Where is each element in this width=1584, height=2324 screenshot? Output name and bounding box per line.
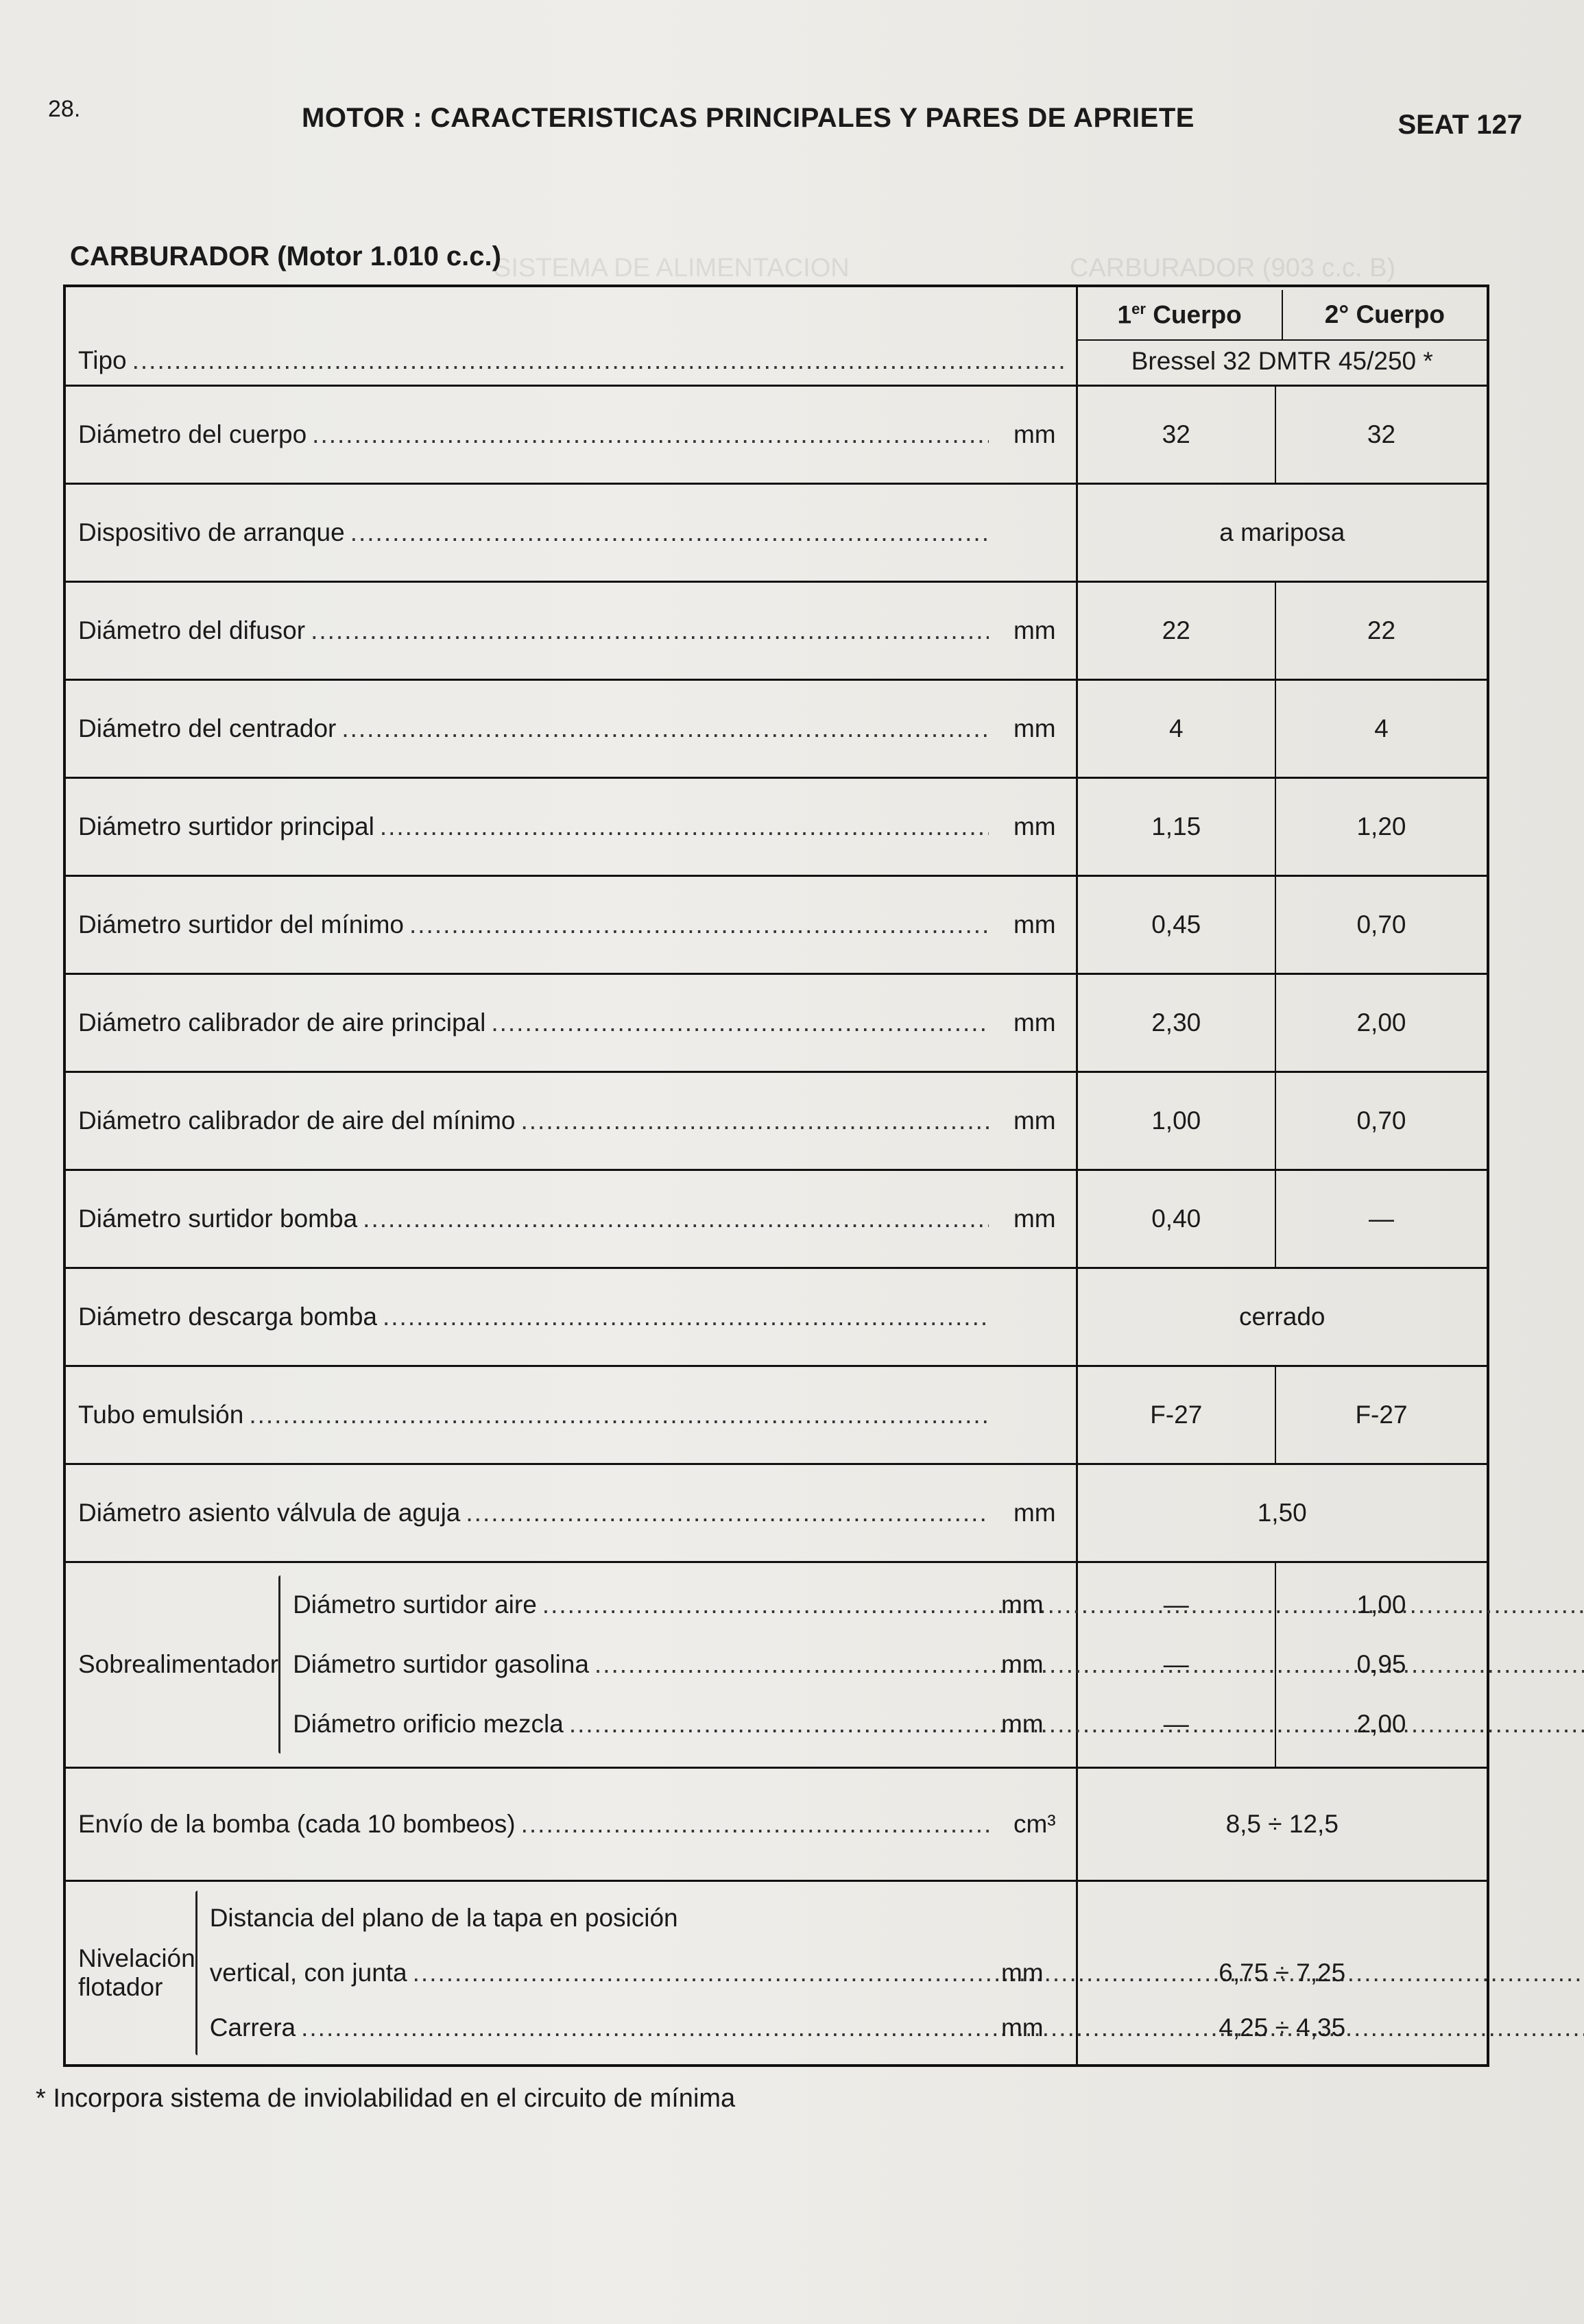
row-unit: mm <box>1001 973 1077 1072</box>
row-unit <box>1001 1268 1077 1366</box>
table-row <box>64 1464 1488 1562</box>
brand-label: SEAT 127 <box>1397 110 1522 140</box>
sub-label: vertical, con junta <box>209 1958 407 1987</box>
row-unit: mm <box>1001 581 1077 679</box>
value-first: 0,45 <box>1077 875 1275 973</box>
sub-unit: mm <box>1000 1590 1044 1619</box>
row-unit: mm <box>1001 1464 1077 1562</box>
brace-bracket <box>278 1575 280 1754</box>
row-unit: mm <box>1001 385 1077 483</box>
row-label: Diámetro calibrador de aire principal <box>78 1008 486 1037</box>
sub-label: Diámetro orificio mezcla <box>293 1709 564 1738</box>
value-second: F-27 <box>1275 1366 1488 1464</box>
value-second: — <box>1275 1170 1488 1268</box>
value-first: 22 <box>1077 581 1275 679</box>
page-header <box>41 96 1522 151</box>
value-second: 2,00 <box>1275 973 1488 1072</box>
value-second: 2,00 <box>1356 1709 1406 1738</box>
brace-bracket <box>195 1891 197 2055</box>
row-unit: mm <box>1001 679 1077 777</box>
value-second: 22 <box>1275 581 1488 679</box>
section-title: CARBURADOR (Motor 1.010 c.c.) <box>70 241 501 271</box>
value-first: 1,00 <box>1077 1072 1275 1170</box>
value-first: — <box>1163 1590 1189 1619</box>
row-label: Dispositivo de arranque <box>78 518 345 546</box>
value-first: — <box>1163 1709 1189 1738</box>
value-first: — <box>1163 1649 1189 1678</box>
table-row <box>64 1170 1488 1268</box>
value-second: 0,95 <box>1356 1649 1406 1678</box>
value-shared: 1,50 <box>1077 1464 1488 1562</box>
row-label: Envío de la bomba (cada 10 bombeos) <box>78 1809 516 1838</box>
sub-unit: mm <box>1000 2013 1044 2042</box>
spec-table-wrapper <box>63 285 1489 2060</box>
value-shared: 6,75 ÷ 7,25 <box>1219 1958 1346 1987</box>
value-second: 0,70 <box>1275 875 1488 973</box>
value-first: 4 <box>1077 679 1275 777</box>
table-row <box>64 875 1488 973</box>
row-unit: cm³ <box>1001 1767 1077 1880</box>
value-shared: 8,5 ÷ 12,5 <box>1077 1767 1488 1880</box>
sub-unit: mm <box>1000 1958 1044 1987</box>
table-row-envio <box>64 1767 1488 1880</box>
carburetor-spec-table <box>63 285 1489 2067</box>
value-shared: cerrado <box>1077 1268 1488 1366</box>
value-first: 0,40 <box>1077 1170 1275 1268</box>
table-row <box>64 1366 1488 1464</box>
value-shared: a mariposa <box>1077 483 1488 581</box>
value-first: 1,15 <box>1077 777 1275 875</box>
table-row <box>64 1268 1488 1366</box>
row-label: Diámetro del centrador <box>78 714 337 742</box>
column-header-second: 2° Cuerpo <box>1324 300 1445 328</box>
row-unit: mm <box>1001 1170 1077 1268</box>
table-row <box>64 1072 1488 1170</box>
bleed-through: CARBURADOR (903 c.c. B) <box>1070 254 1396 282</box>
table-row-tipo <box>64 286 1488 385</box>
row-unit: mm <box>1001 777 1077 875</box>
value-second: 1,20 <box>1275 777 1488 875</box>
row-label: Diámetro del cuerpo <box>78 420 307 448</box>
sub-unit: mm <box>1000 1709 1044 1738</box>
row-unit <box>1001 1366 1077 1464</box>
value-first: 32 <box>1077 385 1275 483</box>
table-row <box>64 385 1488 483</box>
row-unit: mm <box>1001 1072 1077 1170</box>
row-label: Diámetro surtidor bomba <box>78 1204 358 1233</box>
page-title: MOTOR : CARACTERISTICAS PRINCIPALES Y PARES DE APRIETE <box>302 103 1195 133</box>
row-label: Diámetro surtidor del mínimo <box>78 910 404 939</box>
row-label: Tipo ..... <box>64 286 1077 385</box>
page-number: 28. <box>48 96 81 122</box>
column-header-first: 1er Cuerpo <box>1078 290 1283 339</box>
row-label: Tubo emulsión <box>78 1400 244 1429</box>
sub-label: Diámetro surtidor gasolina <box>293 1649 589 1678</box>
table-row <box>64 679 1488 777</box>
sub-unit: mm <box>1000 1649 1044 1678</box>
value-second: 0,70 <box>1275 1072 1488 1170</box>
tipo-cell <box>1077 286 1488 385</box>
row-unit: mm <box>1001 875 1077 973</box>
row-label: Diámetro asiento válvula de aguja <box>78 1498 461 1527</box>
group-label: Sobrealimentador <box>78 1650 279 1678</box>
table-row <box>64 777 1488 875</box>
value-second: 4 <box>1275 679 1488 777</box>
row-label: Diámetro descarga bomba <box>78 1302 377 1331</box>
sub-label: Distancia del plano de la tapa en posición <box>209 1903 678 1932</box>
row-label: Diámetro calibrador de aire del mínimo <box>78 1106 516 1135</box>
group-label: Nivelación flotador <box>78 1944 195 2001</box>
table-row-sobrealimentador <box>64 1562 1488 1767</box>
row-label: Diámetro surtidor principal <box>78 812 374 840</box>
value-first: 2,30 <box>1077 973 1275 1072</box>
sub-label: Diámetro surtidor aire <box>293 1590 537 1619</box>
sub-label: Carrera <box>209 2013 296 2042</box>
value-second: 1,00 <box>1356 1590 1406 1619</box>
value-first: F-27 <box>1077 1366 1275 1464</box>
value-shared: 4,25 ÷ 4,35 <box>1219 2013 1346 2042</box>
table-row-nivelacion <box>64 1880 1488 2066</box>
row-label: Diámetro del difusor <box>78 616 306 644</box>
value-second: 32 <box>1275 385 1488 483</box>
footnote: * Incorpora sistema de inviolabilidad en el circuito de mínima <box>36 2084 736 2113</box>
bleed-through: SISTEMA DE ALIMENTACION <box>494 254 850 282</box>
table-row <box>64 581 1488 679</box>
row-unit <box>1001 483 1077 581</box>
tipo-value: Bressel 32 DMTR 45/250 * <box>1131 346 1433 375</box>
table-row <box>64 483 1488 581</box>
table-row <box>64 973 1488 1072</box>
